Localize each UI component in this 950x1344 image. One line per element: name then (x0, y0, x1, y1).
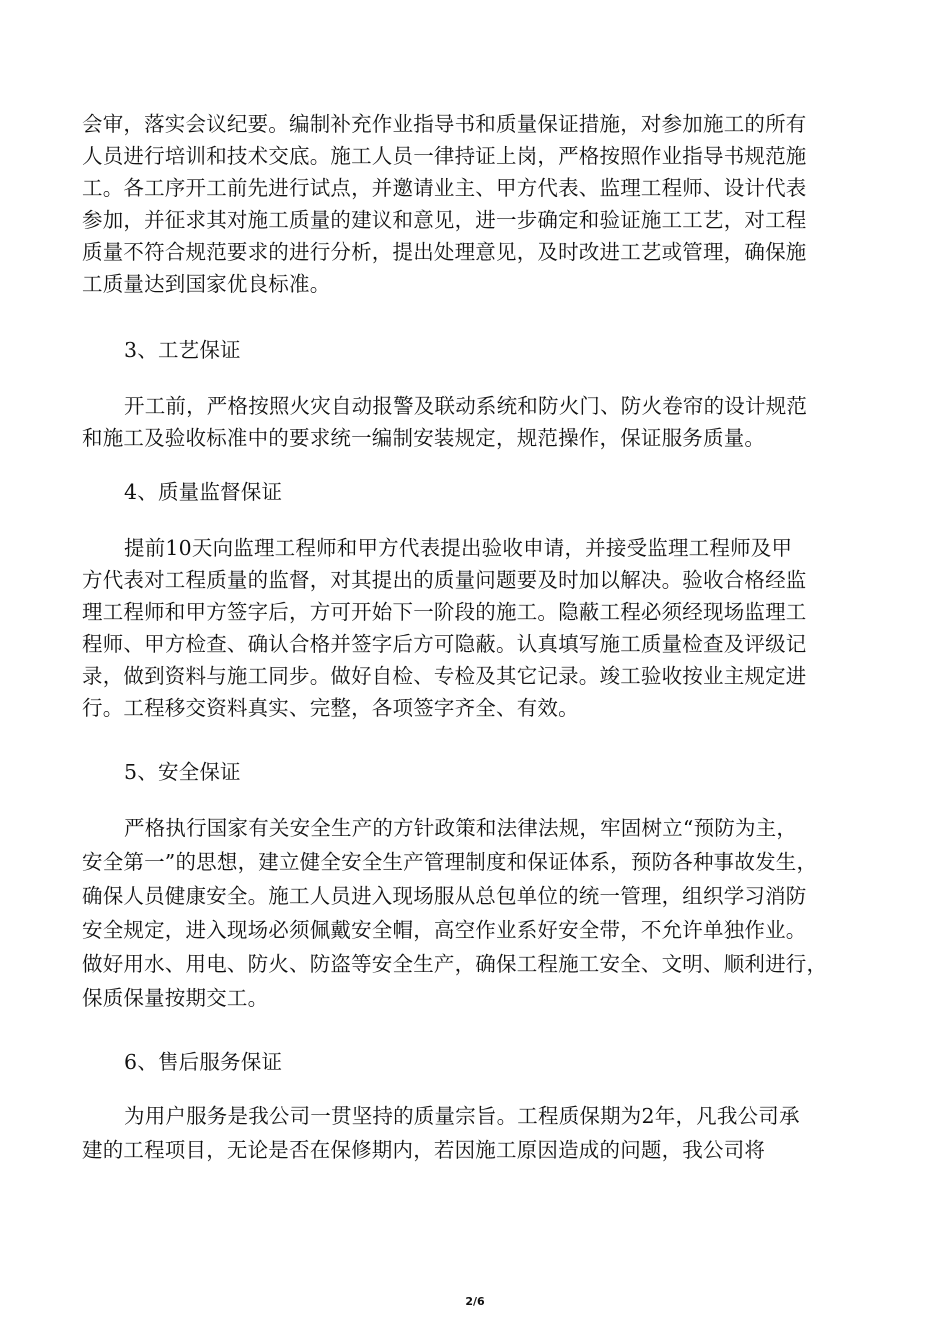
section-3-line-1: 开工前，严格按照火灾自动报警及联动系统和防火门、防火卷帘的设计规范 (124, 394, 808, 418)
section-5-line-6: 保质保量按期交工。 (82, 986, 269, 1010)
section-5-line-4: 安全规定，进入现场必须佩戴安全帽，高空作业系好安全带，不允许单独作业。 (82, 918, 807, 942)
section-3-line-2: 和施工及验收标准中的要求统一编制安装规定，规范操作，保证服务质量。 (82, 426, 766, 450)
section-4-line-5: 录，做到资料与施工同步。做好自检、专检及其它记录。竣工验收按业主规定进 (82, 664, 807, 688)
section-5-line-5: 做好用水、用电、防火、防盗等安全生产，确保工程施工安全、文明、顺利进行， (82, 952, 828, 976)
intro-line-1: 会审，落实会议纪要。编制补充作业指导书和质量保证措施，对参加施工的所有 (82, 112, 807, 136)
section-6-heading: 6、售后服务保证 (124, 1050, 283, 1074)
section-3-heading: 3、工艺保证 (124, 338, 241, 362)
page-number: 2/6 (465, 1295, 485, 1308)
section-6-line-2: 建的工程项目，无论是否在保修期内，若因施工原因造成的问题，我公司将 (82, 1138, 766, 1162)
section-4-heading: 4、质量监督保证 (124, 480, 283, 504)
section-4-line-1: 提前10天向监理工程师和甲方代表提出验收申请，并接受监理工程师及甲 (124, 536, 793, 560)
section-5-heading: 5、安全保证 (124, 760, 241, 784)
intro-line-3: 工。各工序开工前先进行试点，并邀请业主、甲方代表、监理工程师、设计代表 (82, 176, 807, 200)
section-5-line-3: 确保人员健康安全。施工人员进入现场服从总包单位的统一管理，组织学习消防 (82, 884, 807, 908)
intro-line-2: 人员进行培训和技术交底。施工人员一律持证上岗，严格按照作业指导书规范施 (82, 144, 807, 168)
section-5-line-2: 安全第一”的思想，建立健全安全生产管理制度和保证体系，预防各种事故发生， (82, 850, 818, 874)
section-4-line-4: 程师、甲方检查、确认合格并签字后方可隐蔽。认真填写施工质量检查及评级记 (82, 632, 807, 656)
section-6-line-1: 为用户服务是我公司一贯坚持的质量宗旨。工程质保期为2年，凡我公司承 (124, 1104, 800, 1128)
intro-line-6: 工质量达到国家优良标准。 (82, 272, 331, 296)
section-5-line-1: 严格执行国家有关安全生产的方针政策和法律法规，牢固树立“预防为主， (124, 816, 798, 840)
section-4-line-2: 方代表对工程质量的监督，对其提出的质量问题要及时加以解决。验收合格经监 (82, 568, 807, 592)
section-4-line-3: 理工程师和甲方签字后，方可开始下一阶段的施工。隐蔽工程必须经现场监理工 (82, 600, 807, 624)
section-4-line-6: 行。工程移交资料真实、完整，各项签字齐全、有效。 (82, 696, 579, 720)
intro-line-4: 参加，并征求其对施工质量的建议和意见，进一步确定和验证施工工艺，对工程 (82, 208, 807, 232)
intro-line-5: 质量不符合规范要求的进行分析，提出处理意见，及时改进工艺或管理，确保施 (82, 240, 807, 264)
